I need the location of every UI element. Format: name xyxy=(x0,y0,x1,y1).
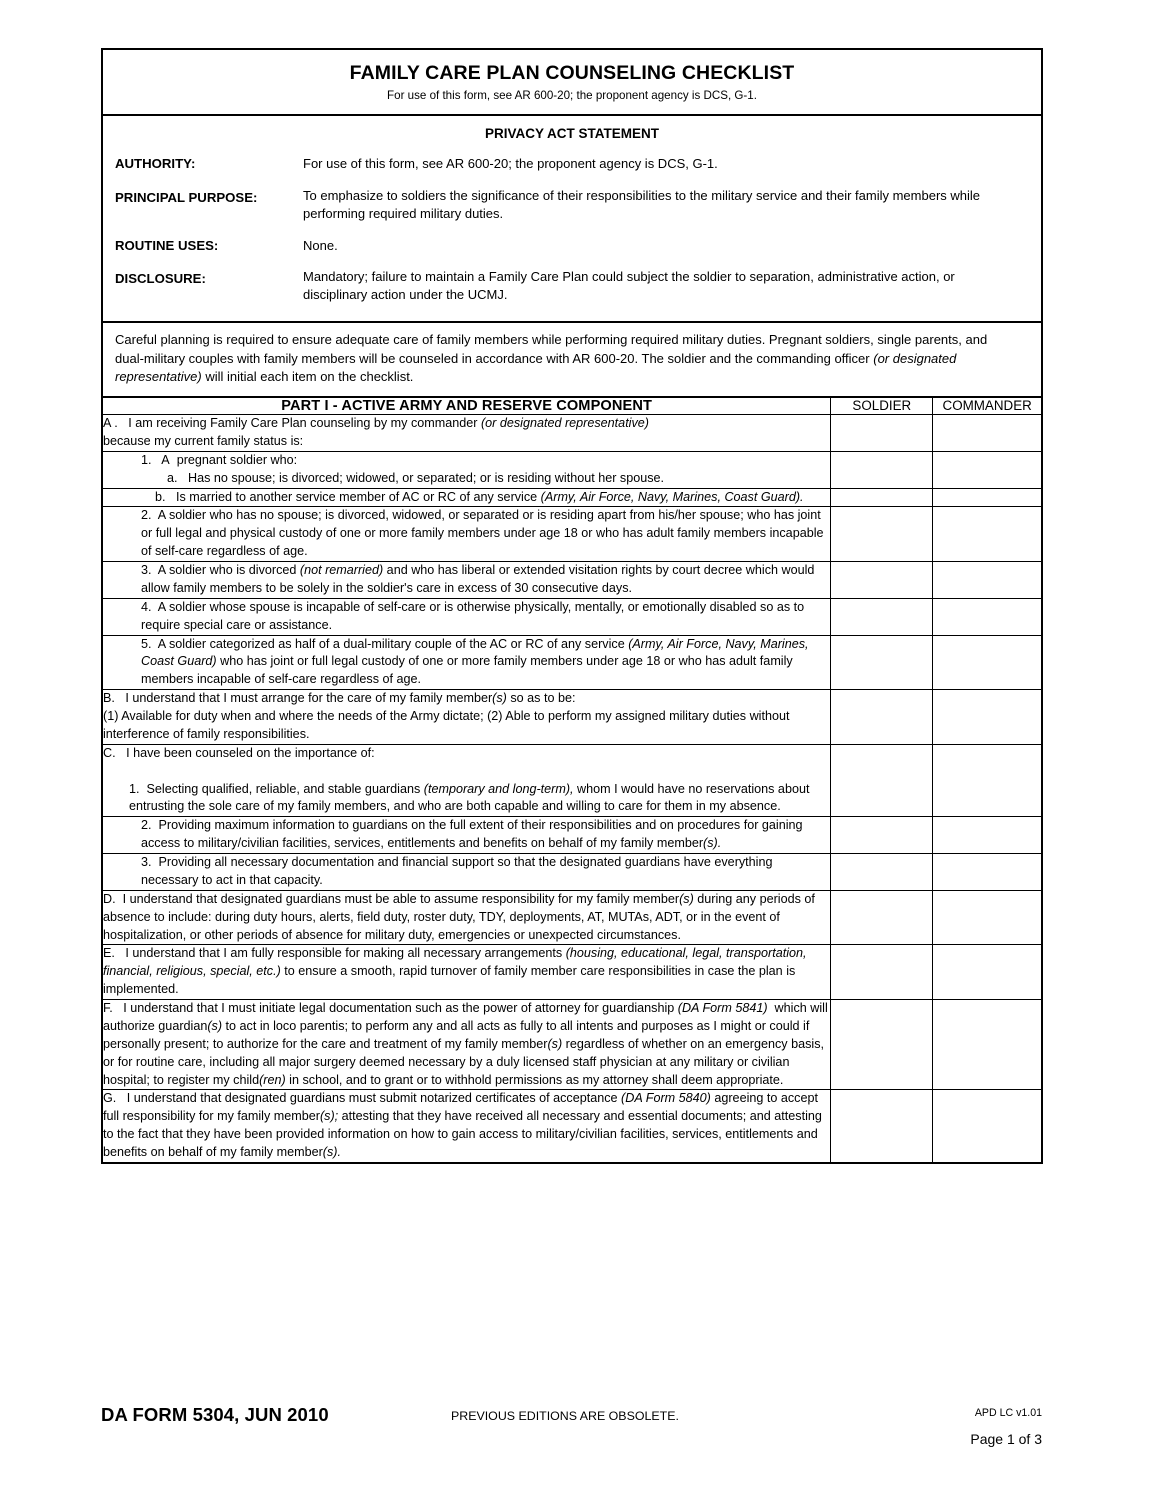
form-title-band xyxy=(103,50,1041,116)
planning-note-text-1: Careful planning is required to ensure adequate care of family members while performing required military duties. Pregnant soldiers, single parents, and dual-military couples with family members will be counseled in accordance with AR 600-20. The soldier and the commanding officer xyxy=(115,331,988,366)
checklist-row xyxy=(103,562,1041,599)
checklist-header-row xyxy=(103,398,1041,415)
privacy-act-row xyxy=(103,155,1041,173)
checklist-row xyxy=(103,890,1041,945)
commander-initial-cell-A2[interactable] xyxy=(933,507,1041,562)
checklist-row xyxy=(103,690,1041,745)
soldier-initial-cell-C[interactable] xyxy=(831,744,933,817)
soldier-initial-cell-E[interactable] xyxy=(831,945,933,1000)
soldier-initial-cell-C2[interactable] xyxy=(831,817,933,854)
soldier-initial-cell-F[interactable] xyxy=(831,1000,933,1090)
soldier-initial-cell-A4[interactable] xyxy=(831,598,933,635)
checklist-item-C3: 3. Providing all necessary documentation and financial support so that the designated guardians have everything necessary to act in that capacity. xyxy=(103,854,831,891)
soldier-initial-cell-A1[interactable] xyxy=(831,451,933,488)
checklist-item-E: E. I understand that I am fully responsible for making all necessary arrangements (housing, educational, legal, transportation, financial, religious, special, etc.) to ensure a smooth, rapid turnover of family member care responsibilities in case the plan is implemented. xyxy=(103,945,831,1000)
privacy-act-value: Mandatory; failure to maintain a Family Care Plan could subject the soldier to separation, administrative action, or disciplinary action under the UCMJ. xyxy=(303,269,955,303)
checklist-row xyxy=(103,854,1041,891)
footer-line xyxy=(101,1404,1043,1447)
form-title: FAMILY CARE PLAN COUNSELING CHECKLIST xyxy=(349,62,795,84)
privacy-act-label: PRINCIPAL PURPOSE: xyxy=(115,189,258,205)
commander-initial-cell-A1[interactable] xyxy=(933,451,1041,488)
checklist-item-A1: 1. A pregnant soldier who: a. Has no spouse; is divorced; widowed, or separated; or is residing without her spouse. xyxy=(103,451,831,488)
soldier-initial-cell-B[interactable] xyxy=(831,690,933,745)
checklist-item-A3: 3. A soldier who is divorced (not remarried) and who has liberal or extended visitation rights by court decree which would allow family members to be solely in the soldier's care in excess of 30 consecutive days. xyxy=(103,562,831,599)
commander-initial-cell-A4[interactable] xyxy=(933,598,1041,635)
planning-note-text-2: will initial each item on the checklist. xyxy=(201,369,414,385)
privacy-act-label: AUTHORITY: xyxy=(115,156,196,172)
checklist-row xyxy=(103,945,1041,1000)
form-subtitle: For use of this form, see AR 600-20; the proponent agency is DCS, G-1. xyxy=(387,89,757,103)
privacy-act-row xyxy=(103,268,1041,305)
previous-editions-note: PREVIOUS EDITIONS ARE OBSOLETE. xyxy=(451,1409,679,1423)
commander-initial-cell-A3[interactable] xyxy=(933,562,1041,599)
privacy-act-value: None. xyxy=(303,237,338,253)
checklist-item-A1b: b. Is married to another service member of AC or RC of any service (Army, Air Force, Navy, Marines, Coast Guard). xyxy=(103,488,831,507)
privacy-act-row xyxy=(103,237,1041,255)
commander-initial-cell-B[interactable] xyxy=(933,690,1041,745)
checklist-item-G: G. I understand that designated guardians must submit notarized certificates of acceptance (DA Form 5840) agreeing to accept full responsibility for my family member(s); attesting that they have received all necessary and essential documents; and attesting to the fact that they have been provided information on how to gain access to military/civilian facilities, services, entitlements and benefits on behalf of my family member(s). xyxy=(103,1090,831,1163)
checklist-item-A4: 4. A soldier whose spouse is incapable of self-care or is otherwise physically, mentally, or emotionally disabled so as to require special care or assistance. xyxy=(103,598,831,635)
commander-initial-cell-D[interactable] xyxy=(933,890,1041,945)
privacy-act-value: To emphasize to soldiers the significance of their responsibilities to the military service and their family members while performing required military duties. xyxy=(303,187,981,222)
checklist-item-A: A . I am receiving Family Care Plan counseling by my commander (or designated representative) because my current family status is: xyxy=(103,415,831,452)
column-header-commander: COMMANDER xyxy=(933,398,1041,415)
checklist-item-C: C. I have been counseled on the importance of: 1. Selecting qualified, reliable, and stable guardians (temporary and long-term), whom I would have no reservations about entrusting the sole care of my family members, and who are both capable and willing to care for them in my absence. xyxy=(103,744,831,817)
apd-version: APD LC v1.01 xyxy=(974,1407,1042,1419)
commander-initial-cell-C2[interactable] xyxy=(933,817,1041,854)
checklist-body xyxy=(103,415,1041,1163)
checklist-row xyxy=(103,635,1041,690)
privacy-act-row xyxy=(103,187,1041,224)
checklist-item-A2: 2. A soldier who has no spouse; is divorced, widowed, or separated or is residing apart from his/her spouse; who has joint or full legal and physical custody of one or more family members under age 18 or who has adult family members incapable of self-care regardless of age. xyxy=(103,507,831,562)
column-header-soldier: SOLDIER xyxy=(831,398,933,415)
soldier-initial-cell-A1b[interactable] xyxy=(831,488,933,507)
privacy-act-heading: PRIVACY ACT STATEMENT xyxy=(484,126,659,142)
checklist-row xyxy=(103,1090,1041,1163)
soldier-initial-cell-A3[interactable] xyxy=(831,562,933,599)
soldier-initial-cell-A2[interactable] xyxy=(831,507,933,562)
checklist-table xyxy=(103,398,1041,1164)
commander-initial-cell-A1b[interactable] xyxy=(933,488,1041,507)
commander-initial-cell-C3[interactable] xyxy=(933,854,1041,891)
commander-initial-cell-F[interactable] xyxy=(933,1000,1041,1090)
commander-initial-cell-E[interactable] xyxy=(933,945,1041,1000)
commander-initial-cell-A[interactable] xyxy=(933,415,1041,452)
form-identifier: DA FORM 5304, JUN 2010 xyxy=(101,1404,329,1425)
planning-note-italic: (or designated representative) xyxy=(115,350,957,385)
checklist-row xyxy=(103,451,1041,488)
checklist-row xyxy=(103,415,1041,452)
commander-initial-cell-A5[interactable] xyxy=(933,635,1041,690)
checklist-row xyxy=(103,507,1041,562)
privacy-act-rows xyxy=(103,155,1041,305)
checklist-row xyxy=(103,1000,1041,1090)
checklist-row xyxy=(103,744,1041,817)
page-number: Page 1 of 3 xyxy=(970,1431,1042,1447)
checklist-item-F: F. I understand that I must initiate legal documentation such as the power of attorney for guardianship (DA Form 5841) which will authorize guardian(s) to act in loco parentis; to perform any and all acts as fully to all intents and purposes as I might or could if personally present; to authorize for the care and treatment of my family member(s) regardless of whether on an emergency basis, or for routine care, including all major surgery deemed necessary by a duly licensed staff physician at any military or civilian hospital; to register my child(ren) in school, and to grant or to withhold permissions as my attorney shall deem appropriate. xyxy=(103,1000,831,1090)
checklist-row xyxy=(103,598,1041,635)
checklist-row xyxy=(103,488,1041,507)
soldier-initial-cell-D[interactable] xyxy=(831,890,933,945)
checklist-item-A5: 5. A soldier categorized as half of a dual-military couple of the AC or RC of any service (Army, Air Force, Navy, Marines, Coast Guard) who has joint or full legal custody of one or more family members under age 18 or who has adult family members incapable of self-care regardless of age. xyxy=(103,635,831,690)
checklist-item-D: D. I understand that designated guardians must be able to assume responsibility for my family member(s) during any periods of absence to include: during duty hours, alerts, field duty, roster duty, TDY, deployments, AT, MUTAs, ADT, or in the event of hospitalization, or other periods of absence for military duty, emergencies or unexpected circumstances. xyxy=(103,890,831,945)
soldier-initial-cell-A5[interactable] xyxy=(831,635,933,690)
checklist-row xyxy=(103,817,1041,854)
soldier-initial-cell-G[interactable] xyxy=(831,1090,933,1163)
checklist-item-C2: 2. Providing maximum information to guardians on the full extent of their responsibilities and on procedures for gaining access to military/civilian facilities, services, entitlements and benefits on behalf of my family member(s). xyxy=(103,817,831,854)
commander-initial-cell-C[interactable] xyxy=(933,744,1041,817)
commander-initial-cell-G[interactable] xyxy=(933,1090,1041,1163)
part-title: PART I - ACTIVE ARMY AND RESERVE COMPONENT xyxy=(103,398,831,415)
privacy-act-label: DISCLOSURE: xyxy=(115,271,206,286)
soldier-initial-cell-C3[interactable] xyxy=(831,854,933,891)
form-body xyxy=(101,48,1043,1164)
privacy-act-section xyxy=(103,116,1041,323)
soldier-initial-cell-A[interactable] xyxy=(831,415,933,452)
privacy-act-value: For use of this form, see AR 600-20; the proponent agency is DCS, G-1. xyxy=(303,156,718,172)
privacy-act-label: ROUTINE USES: xyxy=(115,237,219,253)
form-footer xyxy=(101,1404,1043,1474)
checklist-item-B: B. I understand that I must arrange for the care of my family member(s) so as to be: (1) Available for duty when and where the needs of the Army dictate; (2) Able to perform my assigned military duties without interference of family responsibilities. xyxy=(103,690,831,745)
planning-note xyxy=(103,323,1041,398)
